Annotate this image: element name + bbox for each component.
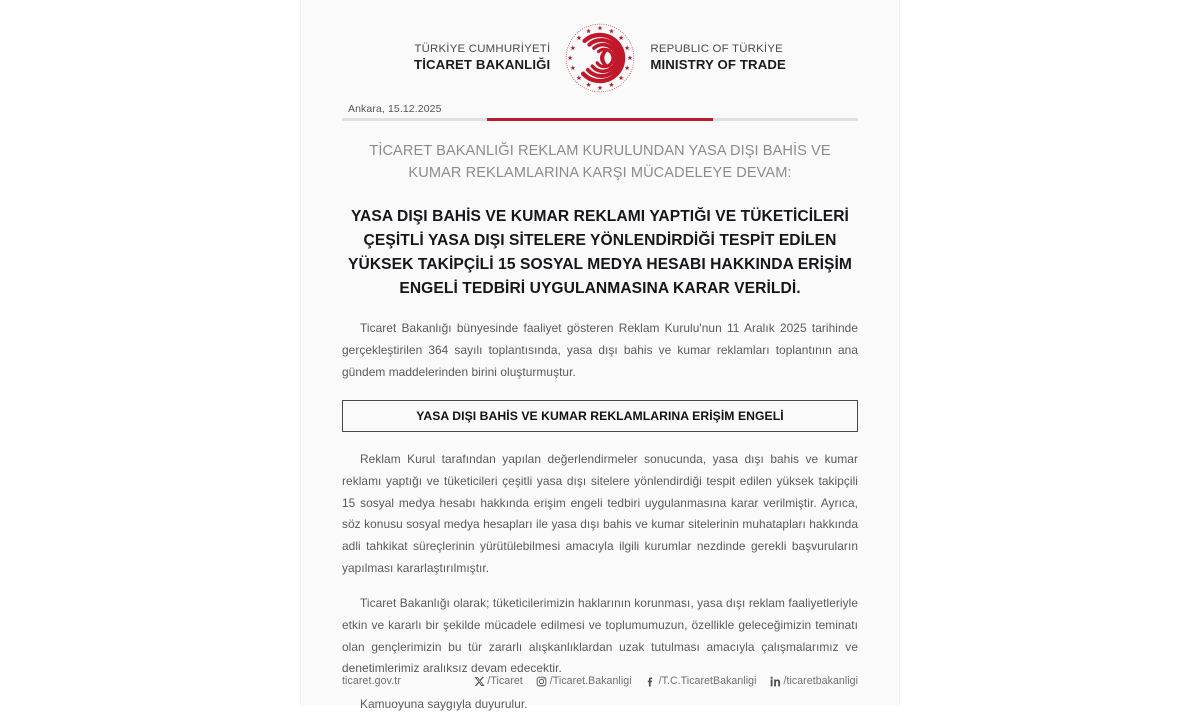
letterhead-english bbox=[650, 43, 786, 72]
letterhead-en-line1: REPUBLIC OF TÜRKİYE bbox=[650, 43, 783, 56]
document-footer bbox=[342, 675, 858, 687]
press-release-subtitle: TİCARET BAKANLIĞI REKLAM KURULUNDAN YASA DIŞI BAHİS VE KUMAR REKLAMLARINA KARŞI MÜCADELEYE DEVAM: bbox=[369, 143, 831, 181]
social-links bbox=[473, 675, 858, 687]
social-handle-linkedin: /ticaretbakanligi bbox=[783, 675, 858, 687]
paragraph-3: Ticaret Bakanlığı olarak; tüketicilerimizin haklarının korunması, yasa dışı reklam faaliyetleriyle etkin ve kararlı bir şekilde mücadele edilmesi ve toplumumuzun, özellikle geleceğimizin teminatı olan gençlerimizin bu tür zararlı alışkanlıklardan uzak tutulması amacıyla çalışmalarımız ve denetimlerimiz aralıksız devam edecektir. bbox=[342, 596, 858, 676]
callout-heading: YASA DIŞI BAHİS VE KUMAR REKLAMLARINA ERİŞİM ENGELİ bbox=[342, 400, 858, 432]
social-handle-facebook: /T.C.TicaretBakanligi bbox=[658, 675, 757, 687]
social-link-linkedin[interactable] bbox=[769, 675, 858, 687]
paragraph-2: Reklam Kurul tarafından yapılan değerlendirmeler sonucunda, yasa dışı bahis ve kumar reklamı yaptığı ve tüketicileri çeşitli yasa dışı sitelere yönlendirdiği tespit edilen yüksek takipçili 15 sosyal medya hesabı hakkında erişim engeli tedbiri uygulanmasına karar verilmiştir. Ayrıca, söz konusu sosyal medya hesapları ile yasa dışı bahis ve kumar sitelerinin muhatapları hakkında adli tahkikat süreçlerinin yürütülebilmesi amacıyla ilgili kurumlar nezdinde gerekli başvuruların yapılması kararlaştırılmıştır. bbox=[342, 452, 858, 575]
social-link-instagram[interactable] bbox=[536, 675, 632, 687]
paragraph-1: Ticaret Bakanlığı bünyesinde faaliyet gösteren Reklam Kurulu'nun 11 Aralık 2025 tarihinde gerçekleştirilen 364 sayılı toplantısında, yasa dışı bahis ve kumar reklamları toplantının ana gündem maddelerinden birini oluşturmuştur. bbox=[342, 321, 858, 379]
letterhead-en-line2: MINISTRY OF TRADE bbox=[650, 56, 786, 72]
instagram-icon bbox=[536, 675, 548, 687]
letterhead-tr-line1: TÜRKİYE CUMHURİYETİ bbox=[414, 43, 551, 56]
x-twitter-icon bbox=[473, 675, 485, 687]
paragraph-4: Kamuoyuna saygıyla duyurulur. bbox=[360, 696, 528, 711]
social-link-facebook[interactable] bbox=[645, 675, 757, 687]
letterhead-turkish bbox=[414, 43, 550, 72]
rule-segment-gray-left bbox=[342, 118, 487, 121]
press-release-headline: YASA DIŞI BAHİS VE KUMAR REKLAMI YAPTIĞI VE TÜKETİCİLERİ ÇEŞİTLİ YASA DIŞI SİTELERE YÖNLENDİRDİĞİ TESPİT EDİLEN YÜKSEK TAKİPÇİLİ 15 SOSYAL MEDYA HESABI HAKKINDA ERİŞİM ENGELİ TEDBİRİ UYGULANMASINA KARAR VERİLDİ. bbox=[348, 207, 852, 298]
facebook-icon bbox=[645, 675, 657, 687]
press-release-document bbox=[300, 0, 900, 711]
ministry-of-trade-emblem-icon bbox=[564, 22, 636, 94]
social-handle-x: /Ticaret bbox=[487, 675, 523, 687]
header-divider-rule bbox=[342, 118, 858, 121]
website-url: ticaret.gov.tr bbox=[342, 675, 401, 687]
linkedin-icon bbox=[769, 675, 781, 687]
rule-segment-red bbox=[487, 118, 712, 121]
rule-segment-gray-right bbox=[713, 118, 858, 121]
social-link-x[interactable] bbox=[473, 675, 522, 687]
letterhead-tr-line2: TİCARET BAKANLIĞI bbox=[414, 56, 551, 72]
dateline: Ankara, 15.12.2025 bbox=[348, 103, 442, 115]
social-handle-instagram: /Ticaret.Bakanligi bbox=[549, 675, 632, 687]
letterhead bbox=[342, 0, 858, 94]
